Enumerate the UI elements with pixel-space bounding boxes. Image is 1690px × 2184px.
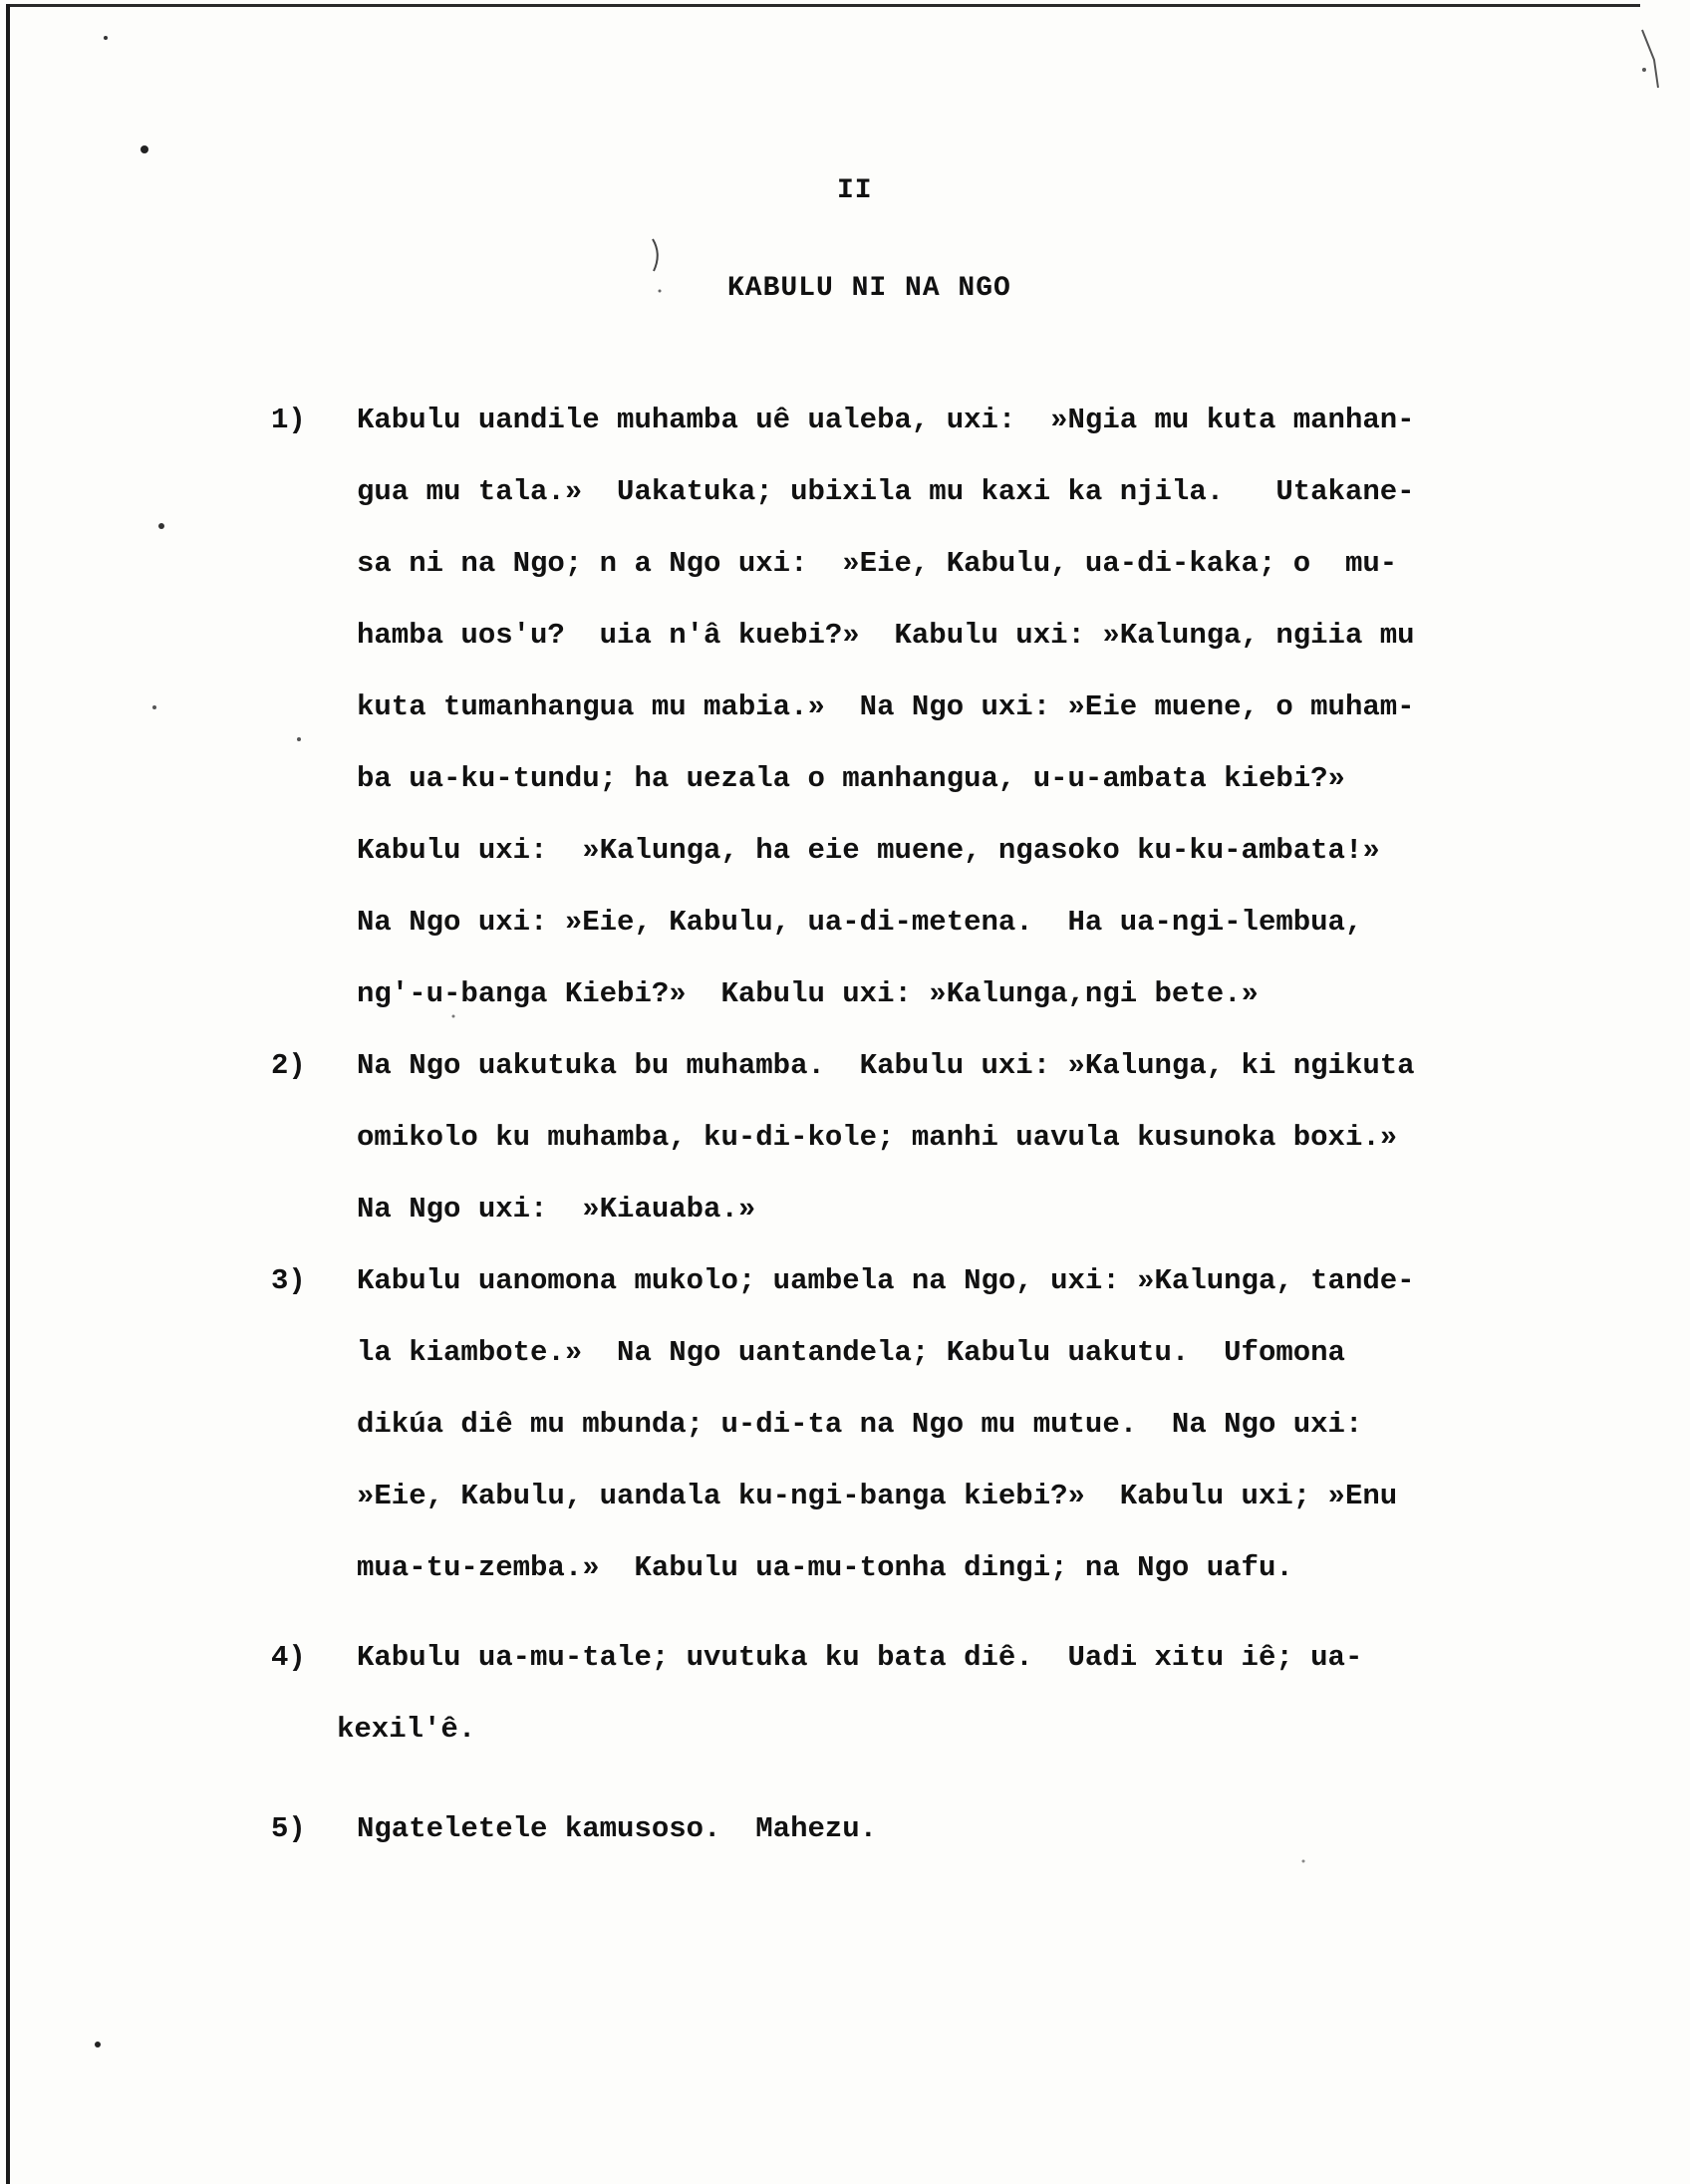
text-line: Kabulu uandile muhamba uê ualeba, uxi: »Ngia mu kuta manhan- [357, 404, 1415, 436]
text-line: la kiambote.» Na Ngo uantandela; Kabulu uakutu. Ufomona [357, 1336, 1345, 1369]
text-line: kuta tumanhangua mu mabia.» Na Ngo uxi: »Eie muene, o muham- [357, 690, 1415, 723]
paragraph-number: 2) [271, 1049, 306, 1082]
story-title: KABULU NI NA NGO [727, 273, 1011, 304]
text-line: Kabulu uxi: »Kalunga, ha eie muene, ngasoko ku-ku-ambata!» [357, 834, 1380, 867]
text-line: mua-tu-zemba.» Kabulu ua-mu-tonha dingi; na Ngo uafu. [357, 1551, 1293, 1584]
text-line: Na Ngo uakutuka bu muhamba. Kabulu uxi: »Kalunga, ki ngikuta [357, 1049, 1415, 1082]
text-line: hamba uos'u? uia n'â kuebi?» Kabulu uxi: »Kalunga, ngiia mu [357, 619, 1415, 652]
text-line: dikúa diê mu mbunda; u-di-ta na Ngo mu mutue. Na Ngo uxi: [357, 1408, 1363, 1441]
paragraph-1 [271, 385, 1586, 1030]
text-line: »Eie, Kabulu, uandala ku-ngi-banga kiebi?» Kabulu uxi; »Enu [357, 1480, 1398, 1512]
paragraph-2 [271, 1030, 1586, 1245]
text-line: gua mu tala.» Uakatuka; ubixila mu kaxi ka njila. Utakane- [357, 475, 1415, 508]
paragraph-number: 1) [271, 404, 306, 436]
text-line: ba ua-ku-tundu; ha uezala o manhangua, u-u-ambata kiebi?» [357, 762, 1345, 795]
paragraph-4 [271, 1622, 1586, 1766]
paragraph-number: 5) [271, 1812, 306, 1845]
paragraph-number: 4) [271, 1641, 306, 1674]
text-line: sa ni na Ngo; n a Ngo uxi: »Eie, Kabulu, ua-di-kaka; o mu- [357, 547, 1398, 580]
text-line: Kabulu uanomona mukolo; uambela na Ngo, uxi: »Kalunga, tande- [357, 1264, 1415, 1297]
text-line: Na Ngo uxi: »Kiauaba.» [357, 1193, 756, 1226]
paragraph-3 [271, 1245, 1586, 1604]
text-line: Kabulu ua-mu-tale; uvutuka ku bata diê. Uadi xitu iê; ua- [357, 1641, 1363, 1674]
text-line: Ngateletele kamusoso. Mahezu. [357, 1812, 878, 1845]
text-line: kexil'ê. [337, 1713, 476, 1746]
text-line: omikolo ku muhamba, ku-di-kole; manhi uavula kusunoka boxi.» [357, 1121, 1398, 1154]
page-number: II [837, 175, 873, 206]
text-line: Na Ngo uxi: »Eie, Kabulu, ua-di-metena. Ha ua-ngi-lembua, [357, 906, 1363, 939]
paragraph-5 [271, 1793, 1586, 1865]
paragraph-number: 3) [271, 1264, 306, 1297]
text-line: ng'-u-banga Kiebi?» Kabulu uxi: »Kalunga,ngi bete.» [357, 977, 1259, 1010]
